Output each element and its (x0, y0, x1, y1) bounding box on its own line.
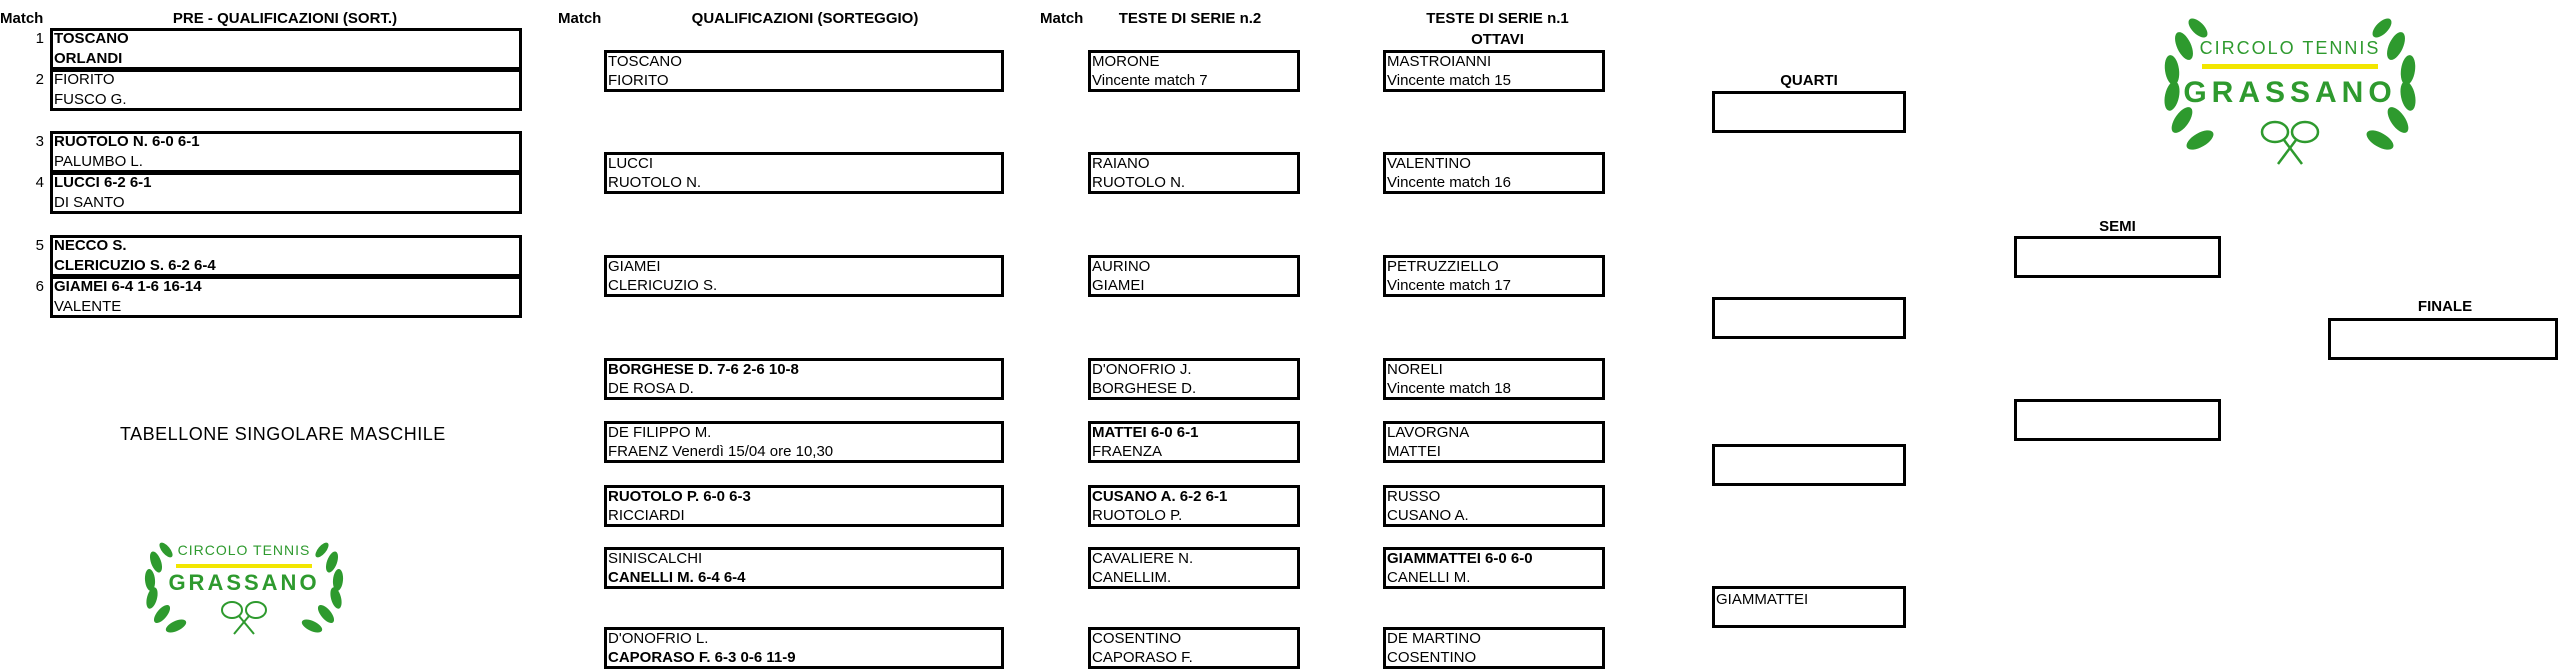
player-bottom: FIORITO (608, 72, 669, 89)
player-top: RUSSO (1387, 488, 1441, 505)
player-top: VALENTINO (1387, 155, 1471, 172)
player-top: SINISCALCHI (608, 550, 703, 567)
pre-match-number: 3 (35, 133, 44, 150)
player-top: D'ONOFRIO L. (608, 630, 709, 647)
pre-match-number: 1 (35, 30, 44, 47)
quarti-box (1712, 444, 1906, 486)
player-bottom: MATTEI (1387, 443, 1441, 460)
player-top: MASTROIANNI (1387, 53, 1492, 70)
circolo-tennis-logo-small (136, 522, 352, 642)
player-top: COSENTINO (1092, 630, 1182, 647)
player-bottom: BORGHESE D. (1092, 380, 1197, 397)
player-top: LAVORGNA (1387, 424, 1470, 441)
match-header-3: Match (1040, 10, 1084, 27)
player-bottom: RUOTOLO N. (608, 174, 702, 191)
player-bottom: DE ROSA D. (608, 380, 694, 397)
teste-serie-1-header: TESTE DI SERIE n.1 (1426, 10, 1569, 27)
player-top: D'ONOFRIO J. (1092, 361, 1192, 378)
player-top: DE FILIPPO M. (608, 424, 712, 441)
player-top: NORELI (1387, 361, 1443, 378)
quarti-player: GIAMMATTEI (1716, 591, 1809, 608)
pre-match-number: 2 (35, 71, 44, 88)
logo-line1: CIRCOLO TENNIS (177, 542, 311, 558)
player-bottom: RUOTOLO N. (1092, 174, 1186, 191)
player-bottom: Vincente match 16 (1387, 174, 1511, 191)
pre-player-top: LUCCI 6-2 6-1 (54, 174, 152, 191)
pre-player-bottom: ORLANDI (54, 50, 123, 67)
page-title: TABELLONE SINGOLARE MASCHILE (120, 424, 446, 444)
ottavi-header: OTTAVI (1471, 31, 1524, 48)
semi-box (2014, 399, 2221, 441)
player-top: MORONE (1092, 53, 1160, 70)
match-header-1: Match (0, 10, 44, 27)
pre-qualificazioni-header: PRE - QUALIFICAZIONI (SORT.) (172, 10, 398, 27)
player-bottom: CANELLI M. (1387, 569, 1471, 586)
logo-large-line2: GRASSANO (2183, 76, 2397, 109)
logo-large-line1: CIRCOLO TENNIS (2199, 38, 2381, 58)
logo-line2: GRASSANO (168, 570, 320, 595)
player-top: GIAMMATTEI 6-0 6-0 (1387, 550, 1533, 567)
player-top: TOSCANO (608, 53, 682, 70)
match-header-2: Match (558, 10, 602, 27)
player-top: CUSANO A. 6-2 6-1 (1092, 488, 1228, 505)
pre-match-number: 5 (35, 237, 44, 254)
player-bottom: CANELLIM. (1092, 569, 1172, 586)
pre-player-bottom: DI SANTO (54, 194, 125, 211)
qualificazioni-header: QUALIFICAZIONI (SORTEGGIO) (691, 10, 919, 27)
quarti-box (1712, 297, 1906, 339)
pre-player-bottom: CLERICUZIO S. 6-2 6-4 (54, 257, 216, 274)
pre-player-bottom: VALENTE (54, 298, 122, 315)
pre-player-bottom: PALUMBO L. (54, 153, 143, 170)
player-bottom: COSENTINO (1387, 649, 1477, 666)
player-bottom: Vincente match 18 (1387, 380, 1511, 397)
player-bottom: CANELLI M. 6-4 6-4 (608, 569, 746, 586)
player-bottom: Vincente match 15 (1387, 72, 1511, 89)
quarti-header: QUARTI (1780, 72, 1838, 89)
pre-player-top: NECCO S. (54, 237, 127, 254)
player-top: MATTEI 6-0 6-1 (1092, 424, 1199, 441)
semi-header: SEMI (2099, 218, 2136, 235)
player-top: BORGHESE D. 7-6 2-6 10-8 (608, 361, 799, 378)
pre-player-top: GIAMEI 6-4 1-6 16-14 (54, 278, 202, 295)
player-bottom: FRAENZ Venerdì 15/04 ore 10,30 (608, 443, 834, 460)
player-bottom: Vincente match 17 (1387, 277, 1511, 294)
player-bottom: CUSANO A. (1387, 507, 1469, 524)
pre-player-top: FIORITO (54, 71, 115, 88)
player-bottom: RUOTOLO P. (1092, 507, 1183, 524)
quarti-box (1712, 91, 1906, 133)
player-bottom: FRAENZA (1092, 443, 1163, 460)
player-top: LUCCI (608, 155, 654, 172)
pre-player-top: RUOTOLO N. 6-0 6-1 (54, 133, 200, 150)
finale-box (2328, 318, 2558, 360)
player-top: AURINO (1092, 258, 1151, 275)
finale-header: FINALE (2417, 298, 2473, 315)
player-top: CAVALIERE N. (1092, 550, 1194, 567)
pre-player-bottom: FUSCO G. (54, 91, 127, 108)
pre-player-top: TOSCANO (54, 30, 129, 47)
pre-match-number: 6 (35, 278, 44, 295)
player-top: RUOTOLO P. 6-0 6-3 (608, 488, 751, 505)
pre-match-number: 4 (35, 174, 44, 191)
player-bottom: CLERICUZIO S. (608, 277, 718, 294)
player-bottom: RICCIARDI (608, 507, 685, 524)
player-top: DE MARTINO (1387, 630, 1481, 647)
teste-serie-2-header: TESTE DI SERIE n.2 (1118, 10, 1262, 27)
player-bottom: Vincente match 7 (1092, 72, 1208, 89)
player-top: GIAMEI (608, 258, 661, 275)
player-bottom: CAPORASO F. (1092, 649, 1193, 666)
player-bottom: CAPORASO F. 6-3 0-6 11-9 (608, 649, 796, 666)
circolo-tennis-logo-large (2150, 6, 2430, 174)
semi-box (2014, 236, 2221, 278)
player-top: RAIANO (1092, 155, 1150, 172)
player-bottom: GIAMEI (1092, 277, 1145, 294)
player-top: PETRUZZIELLO (1387, 258, 1499, 275)
